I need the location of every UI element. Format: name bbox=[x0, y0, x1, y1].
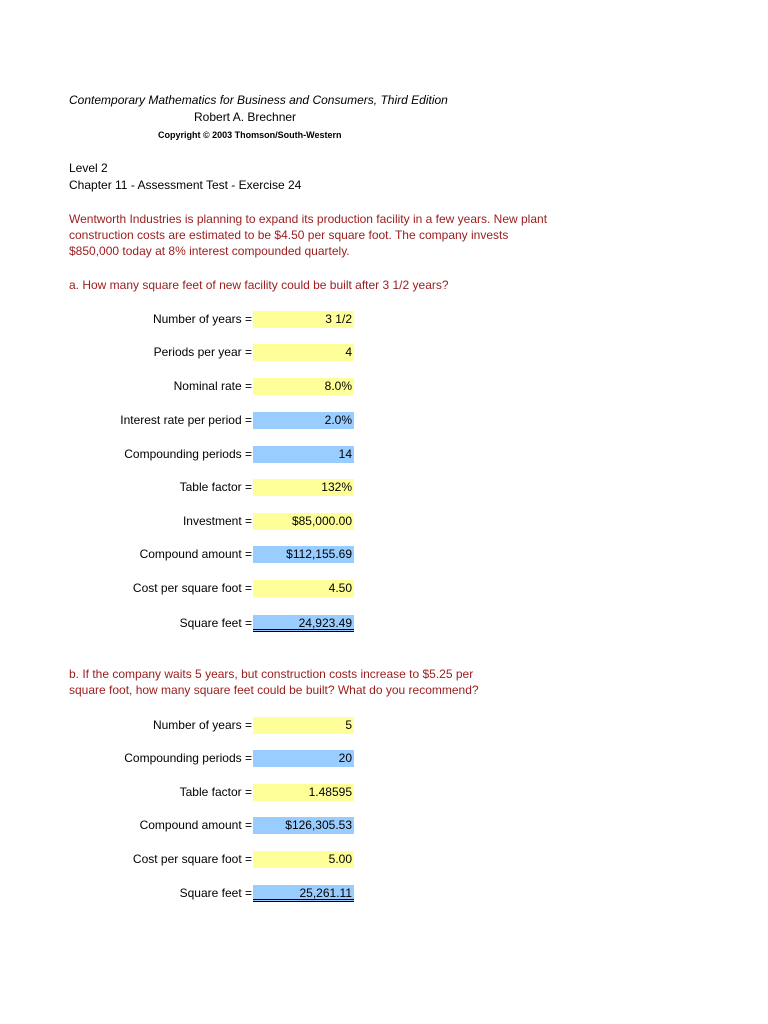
result-cell[interactable]: 25,261.11 bbox=[253, 885, 354, 902]
input-cell[interactable]: $85,000.00 bbox=[253, 513, 354, 530]
row-label: Cost per square foot = bbox=[132, 852, 252, 866]
row-label: Square feet = bbox=[179, 616, 252, 630]
computed-cell[interactable]: 14 bbox=[253, 446, 354, 463]
row-label: Number of years = bbox=[152, 718, 252, 732]
question-a bbox=[69, 277, 449, 293]
row-label: Nominal rate = bbox=[173, 379, 252, 393]
row-label: Investment = bbox=[182, 514, 252, 528]
row-label: Cost per square foot = bbox=[132, 581, 252, 595]
question-b bbox=[69, 666, 479, 698]
row-cost-per-square-foot-b bbox=[60, 851, 360, 868]
row-compound-amount bbox=[60, 546, 360, 563]
level-label: Level 2 bbox=[69, 161, 108, 175]
book-title: Contemporary Mathematics for Business and Consumers, Third Edition bbox=[69, 93, 448, 107]
input-cell[interactable]: 5.00 bbox=[253, 851, 354, 868]
row-square-feet bbox=[60, 615, 360, 632]
row-interest-rate-per-period bbox=[60, 412, 360, 429]
row-label: Table factor = bbox=[179, 785, 252, 799]
copyright-notice: Copyright © 2003 Thomson/South-Western bbox=[158, 130, 342, 140]
input-cell[interactable]: 1.48595 bbox=[253, 784, 354, 801]
row-table-factor-b bbox=[60, 784, 360, 801]
computed-cell[interactable]: $126,305.53 bbox=[253, 817, 354, 834]
row-number-of-years bbox=[60, 311, 360, 328]
row-number-of-years-b bbox=[60, 717, 360, 734]
problem-line: construction costs are estimated to be $4.50 per square foot. The company invests bbox=[69, 228, 509, 242]
author-name: Robert A. Brechner bbox=[194, 110, 297, 124]
input-cell[interactable]: 4.50 bbox=[253, 580, 354, 597]
row-label: Periods per year = bbox=[153, 345, 252, 359]
row-investment bbox=[60, 513, 360, 530]
row-label: Table factor = bbox=[179, 480, 252, 494]
computed-cell[interactable]: 20 bbox=[253, 750, 354, 767]
row-label: Compound amount = bbox=[139, 818, 252, 832]
result-cell[interactable]: 24,923.49 bbox=[253, 615, 354, 632]
row-nominal-rate bbox=[60, 378, 360, 395]
problem-line: Wentworth Industries is planning to expand its production facility in a few years. New plant bbox=[69, 212, 548, 226]
row-label: Compounding periods = bbox=[124, 447, 252, 461]
problem-statement bbox=[69, 211, 629, 259]
row-periods-per-year bbox=[60, 344, 360, 361]
row-label: Compounding periods = bbox=[124, 751, 252, 765]
computed-cell[interactable]: 2.0% bbox=[253, 412, 354, 429]
row-compound-amount-b bbox=[60, 817, 360, 834]
question-b-line: b. If the company waits 5 years, but construction costs increase to $5.25 per bbox=[69, 667, 474, 681]
row-square-feet-b bbox=[60, 885, 360, 902]
row-table-factor bbox=[60, 479, 360, 496]
row-label: Interest rate per period = bbox=[120, 413, 252, 427]
row-compounding-periods-b bbox=[60, 750, 360, 767]
row-label: Compound amount = bbox=[139, 547, 252, 561]
computed-cell[interactable]: $112,155.69 bbox=[253, 546, 354, 563]
input-cell[interactable]: 5 bbox=[253, 717, 354, 734]
input-cell[interactable]: 3 1/2 bbox=[253, 311, 354, 328]
chapter-label: Chapter 11 - Assessment Test - Exercise 24 bbox=[69, 178, 302, 192]
input-cell[interactable]: 8.0% bbox=[253, 378, 354, 395]
input-cell[interactable]: 4 bbox=[253, 344, 354, 361]
row-label: Number of years = bbox=[152, 312, 252, 326]
input-cell[interactable]: 132% bbox=[253, 479, 354, 496]
question-b-line: square foot, how many square feet could be built? What do you recommend? bbox=[69, 683, 479, 697]
problem-line: $850,000 today at 8% interest compounded quartely. bbox=[69, 244, 350, 258]
row-cost-per-square-foot bbox=[60, 580, 360, 597]
row-compounding-periods bbox=[60, 446, 360, 463]
row-label: Square feet = bbox=[179, 886, 252, 900]
question-a-text: a. How many square feet of new facility could be built after 3 1/2 years? bbox=[69, 278, 449, 292]
